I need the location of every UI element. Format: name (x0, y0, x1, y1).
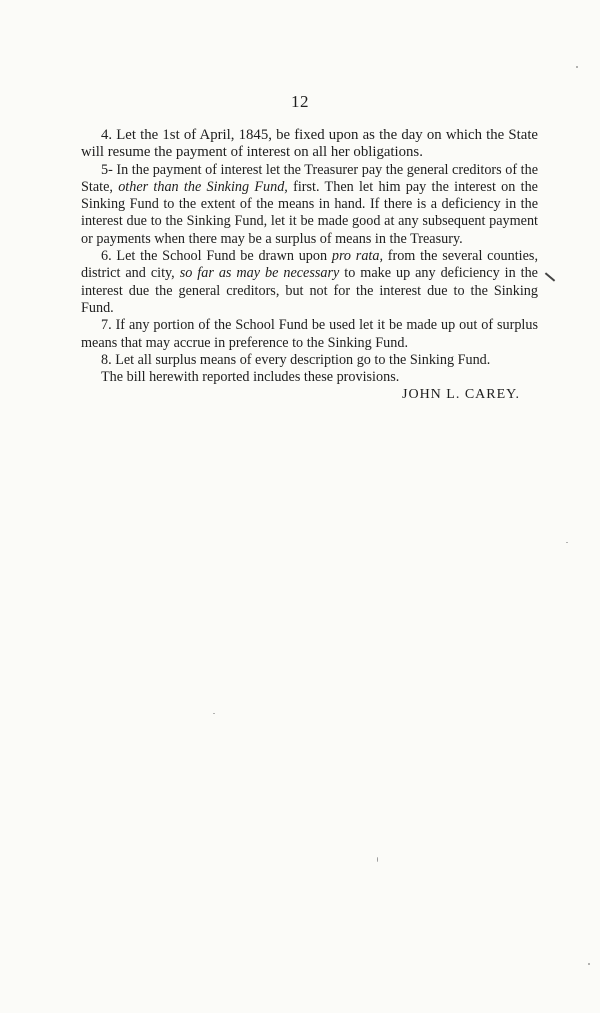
italic-phrase: pro rata, (331, 248, 383, 265)
text-segment: 6. Let the School Fund be drawn upon (101, 248, 332, 265)
text-segment: 8. Let all surplus means of every description go to the Sinking Fund. (101, 351, 491, 368)
text-segment: 7. If any portion of the School Fund be used let it be made up out of surplus means that may accrue in preference to the Sinking Fund. (81, 317, 538, 351)
provision-paragraph (81, 317, 538, 352)
text-segment: from the several counties, district and city, (81, 248, 538, 282)
provisions-list (81, 127, 538, 369)
signature: JOHN L. CAREY. (402, 387, 520, 403)
italic-phrase: other than the Sinking Fund, (118, 178, 288, 195)
paper-speck (588, 963, 590, 965)
text-segment: to make up any deficiency in the interest due the general creditors, but not for the interest due to the Sinking Fund. (81, 265, 538, 316)
provision-paragraph (81, 248, 538, 317)
text-segment: 4. Let the 1st of April, 1845, be fixed upon as the day on which the State will resume the payment of interest on all her obligations. (81, 127, 538, 161)
provision-paragraph (81, 352, 538, 369)
paper-speck (576, 66, 578, 68)
closing-statement: The bill herewith reported includes these provisions. (101, 369, 400, 386)
paper-speck (213, 713, 215, 714)
paper-speck (377, 857, 378, 862)
paper-speck (566, 542, 568, 543)
page-number: 12 (291, 92, 309, 111)
margin-mark (545, 272, 555, 281)
report-body (81, 127, 538, 404)
text-segment: 5- In the payment of interest let the Treasurer pay the general creditors of the State, (81, 161, 538, 195)
provision-paragraph (81, 127, 538, 162)
provision-paragraph (81, 162, 538, 248)
italic-phrase: so far as may be necessary (179, 265, 340, 282)
text-segment: first. Then let him pay the interest on the Sinking Fund to the extent of the means in hand. If there is a deficiency in the interest due to the Sinking Fund, let it be made good at any subsequent payment or payments when there may be a surplus of means in the Treasury. (81, 178, 538, 247)
